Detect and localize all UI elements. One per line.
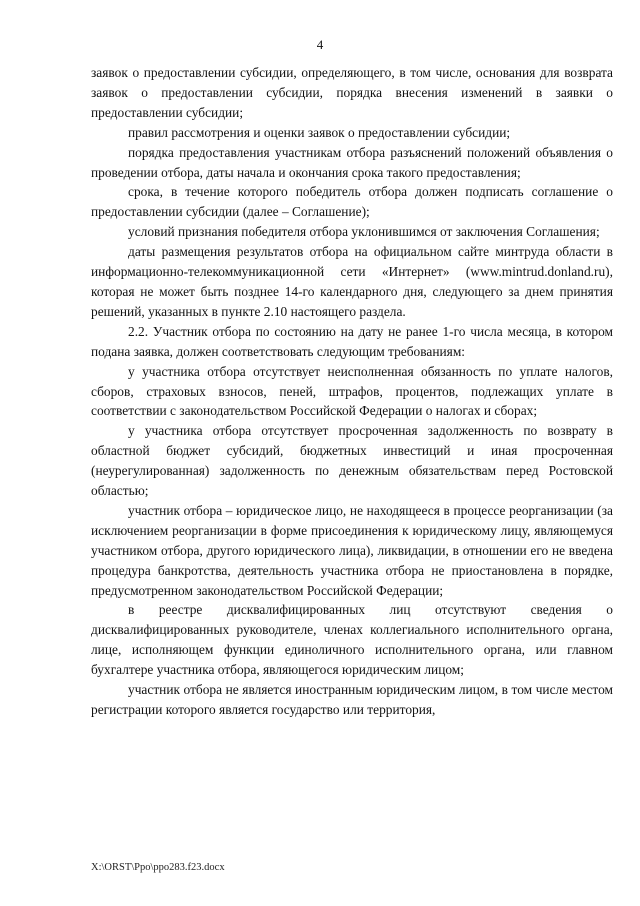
paragraph: в реестре дисквалифицированных лиц отсутствуют сведения о дисквалифицированных руководителе, членах коллегиального исполнительного органа, лице, исполняющем функции единоличного исполнительного органа, или главном бухгалтере участника отбора, являющегося юридическим лицом; (91, 602, 613, 678)
paragraph: 2.2. Участник отбора по состоянию на дату не ранее 1-го числа месяца, в котором подана заявка, должен соответствовать следующим требованиям: (91, 323, 613, 359)
paragraph: участник отбора – юридическое лицо, не находящееся в процессе реорганизации (за исключением реорганизации в форме присоединения к юридическому лицу, являющемуся участником отбора, другого юридического лица), ликвидации, в отношении его не введена процедура банкротства, деятельность участника отбора не приостановлена в порядке, предусмотренном законодательством Российской Федерации; (91, 502, 613, 598)
paragraph: даты размещения результатов отбора на официальном сайте минтруда области в информационно-телекоммуникационной сети «Интернет» (www.mintrud.donland.ru), которая не может быть позднее 14-го календарного дня, следующего за днем принятия решений, указанных в пункте 2.10 настоящего раздела. (91, 244, 613, 319)
paragraph: у участника отбора отсутствует неисполненная обязанность по уплате налогов, сборов, страховых взносов, пеней, штрафов, процентов, подлежащих уплате в соответствии с законодательством Российской Федерации о налогах и сборах; (91, 363, 613, 419)
page-number: 4 (316, 37, 324, 52)
paragraph: участник отбора не является иностранным юридическим лицом, в том числе местом регистрации которого является государство или территория, (91, 682, 613, 717)
paragraph: заявок о предоставлении субсидии, определяющего, в том числе, основания для возврата заявок о предоставлении субсидии, порядка внесения изменений в заявки о предоставлении субсидии; (91, 65, 613, 120)
paragraph: у участника отбора отсутствует просроченная задолженность по возврату в областной бюджет субсидий, бюджетных инвестиций и иная просроченная (неурегулированная) задолженность по денежным обязательствам перед Ростовской областью; (91, 423, 613, 499)
paragraph: условий признания победителя отбора уклонившимся от заключения Соглашения; (128, 224, 600, 240)
paragraph: правил рассмотрения и оценки заявок о предоставлении субсидии; (128, 124, 511, 140)
footer-file-path: X:\ORST\Ppo\ppo283.f23.docx (91, 862, 225, 873)
paragraph: порядка предоставления участникам отбора разъяснений положений объявления о проведении отбора, даты начала и окончания срока такого предоставления; (91, 144, 613, 180)
document-body (91, 63, 613, 720)
paragraph: срока, в течение которого победитель отбора должен подписать соглашение о предоставлении субсидии (далее – Соглашение); (91, 184, 613, 220)
